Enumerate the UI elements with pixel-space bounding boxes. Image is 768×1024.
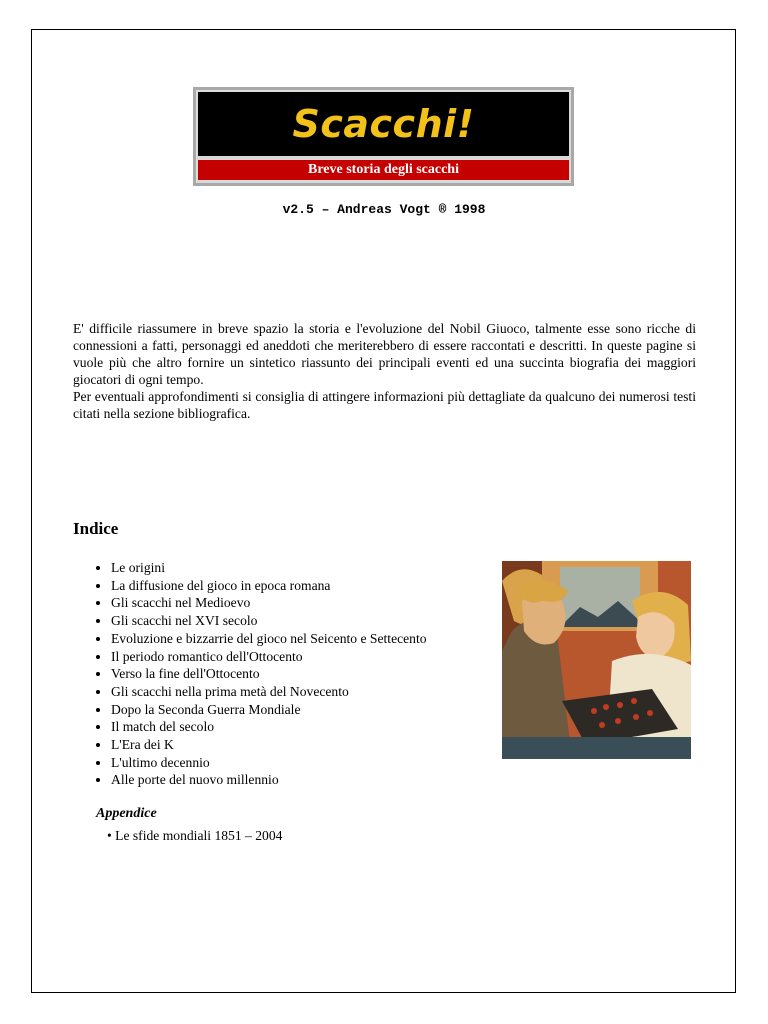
banner-subtitle-bar	[198, 160, 569, 180]
toc-item[interactable]	[111, 683, 427, 701]
toc-link[interactable]: Evoluzione e bizzarrie del gioco nel Seicento e Settecento	[111, 630, 427, 646]
chess-players-painting	[502, 561, 691, 759]
toc-item[interactable]	[111, 754, 427, 772]
version-line: v2.5 – Andreas Vogt ® 1998	[282, 202, 486, 217]
banner-title: Scacchi!	[292, 102, 475, 146]
toc-item[interactable]	[111, 665, 427, 683]
toc-item[interactable]	[111, 771, 427, 789]
title-banner	[193, 87, 574, 186]
toc-link[interactable]: Verso la fine dell'Ottocento	[111, 666, 260, 682]
toc-item[interactable]	[111, 718, 427, 736]
toc-item[interactable]	[111, 577, 427, 595]
toc-item[interactable]	[111, 736, 427, 754]
appendix-heading: Appendice	[96, 806, 157, 821]
intro-paragraph: Per eventuali approfondimenti si consiglia di attingere informazioni più dettagliate da qualcuno dei numerosi testi citati nella sezione bibliografica.	[73, 389, 696, 421]
toc-link[interactable]: L'Era dei K	[111, 737, 174, 753]
intro-text	[73, 320, 696, 422]
toc-item[interactable]	[111, 648, 427, 666]
toc-item[interactable]	[111, 612, 427, 630]
toc-link[interactable]: Gli scacchi nel Medioevo	[111, 595, 251, 611]
toc-item[interactable]	[111, 701, 427, 719]
toc-item[interactable]	[111, 630, 427, 648]
toc-link[interactable]: Le origini	[111, 560, 165, 575]
banner-subtitle: Breve storia degli scacchi	[308, 162, 459, 177]
toc-item[interactable]	[111, 594, 427, 612]
toc-link[interactable]: Il periodo romantico dell'Ottocento	[111, 648, 303, 664]
toc-link[interactable]: L'ultimo decennio	[111, 754, 210, 770]
toc-link[interactable]: Gli scacchi nel XVI secolo	[111, 613, 258, 629]
toc-link[interactable]: Il match del secolo	[111, 719, 215, 735]
table-of-contents	[94, 559, 427, 789]
toc-link[interactable]: Dopo la Seconda Guerra Mondiale	[111, 701, 301, 717]
toc-item[interactable]	[111, 559, 427, 577]
toc-link[interactable]: Alle porte del nuovo millennio	[111, 772, 279, 788]
intro-paragraph: E' difficile riassumere in breve spazio la storia e l'evoluzione del Nobil Giuoco, talmente esse sono ricche di connessioni a fatti, personaggi ed aneddoti che meriterebbero di essere raccontati e descritti. In queste pagine si vuole più che altro fornire un sintetico riassunto dei principali eventi ed una succinta biografia dei maggiori giocatori di ogni tempo.	[73, 321, 696, 387]
toc-link[interactable]: La diffusione del gioco in epoca romana	[111, 577, 331, 593]
index-heading: Indice	[73, 519, 119, 538]
appendix-item[interactable]: • Le sfide mondiali 1851 – 2004	[107, 828, 283, 843]
banner-title-area	[198, 92, 569, 156]
toc-link[interactable]: Gli scacchi nella prima metà del Novecento	[111, 683, 349, 699]
